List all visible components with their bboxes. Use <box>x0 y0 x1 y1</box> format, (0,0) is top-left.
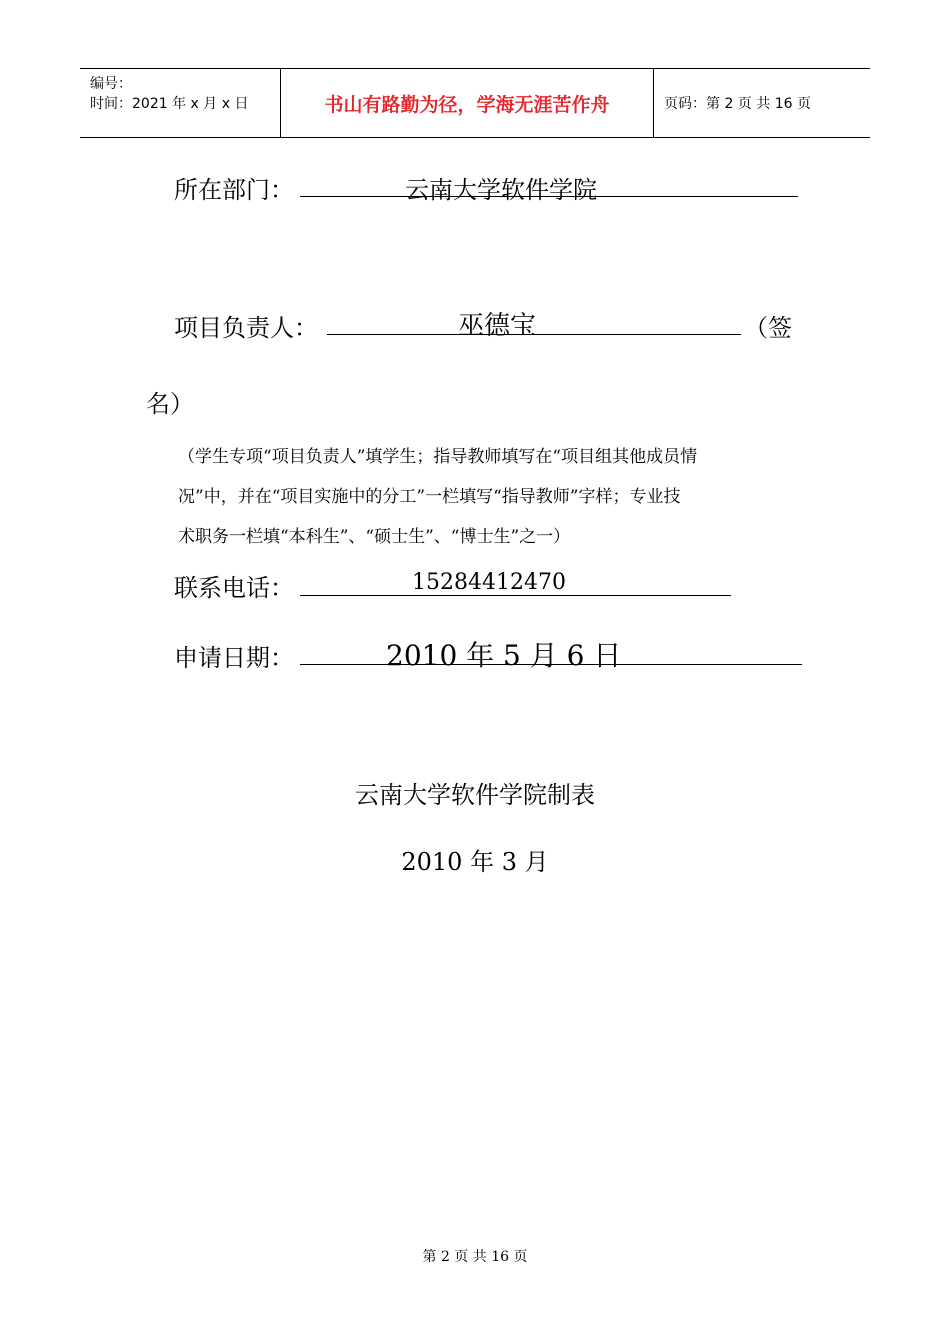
maker-text: 云南大学软件学院制表 <box>355 781 595 809</box>
department-label: 所在部门： <box>174 176 294 204</box>
page-header <box>80 68 870 138</box>
date-label: 申请日期： <box>174 644 294 672</box>
motto: 书山有路勤为径，学海无涯苦作舟 <box>281 69 654 137</box>
phone-underline <box>300 595 731 596</box>
page-info: 页码：第 2 页 共 16 页 <box>664 96 811 112</box>
department-underline <box>300 196 798 197</box>
phone-label: 联系电话： <box>174 574 294 602</box>
sign-part2: 名） <box>146 390 194 418</box>
number-label: 编号： <box>90 76 132 92</box>
note-line-3: 术职务一栏填“本科生”、“硕士生”、“博士生”之一） <box>178 527 571 547</box>
note-line-1: （学生专项“项目负责人”填学生；指导教师填写在“项目组其他成员情 <box>178 447 698 467</box>
leader-label: 项目负责人： <box>174 314 318 342</box>
header-meta-cell <box>80 69 281 137</box>
phone-value: 15284412470 <box>412 570 566 595</box>
time-label: 时间：2021 年 x 月 x 日 <box>90 96 249 112</box>
note-line-2: 况”中，并在“项目实施中的分工”一栏填写“指导教师”字样；专业技 <box>178 487 681 507</box>
date-underline <box>300 664 802 665</box>
page-footer: 第 2 页 共 16 页 <box>422 1249 528 1265</box>
sign-part1: （签 <box>744 314 792 342</box>
department-value: 云南大学软件学院 <box>405 176 597 204</box>
make-date: 2010 年 3 月 <box>401 848 549 876</box>
date-value: 2010 年 5 月 6 日 <box>386 639 622 672</box>
leader-value: 巫德宝 <box>458 311 537 341</box>
leader-underline <box>327 334 741 335</box>
